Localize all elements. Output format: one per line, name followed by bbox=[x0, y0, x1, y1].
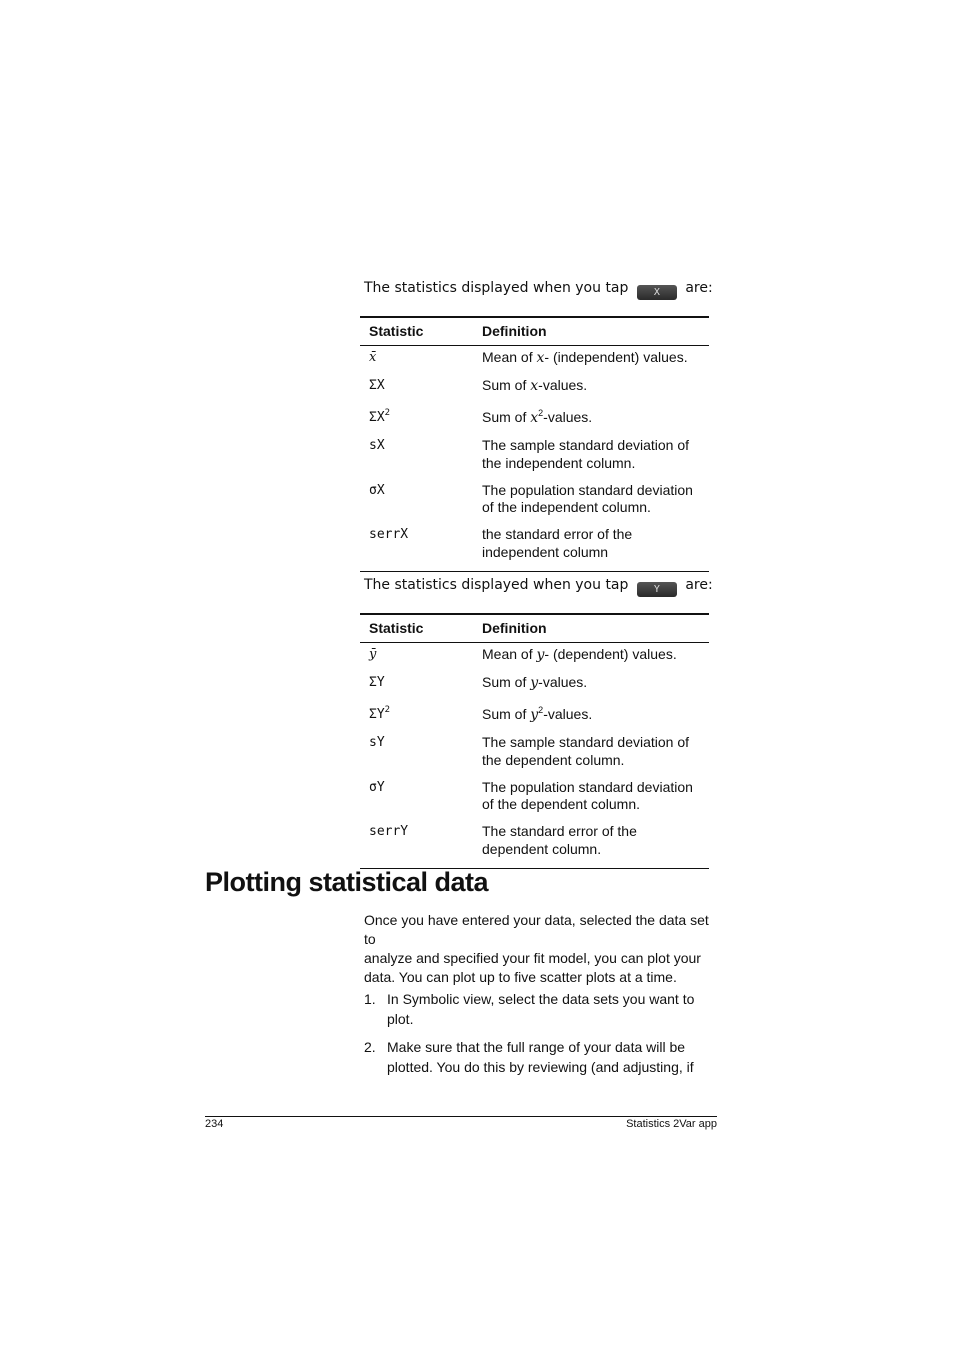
definition-column-header: Definition bbox=[473, 317, 709, 346]
statistic-symbol: sY bbox=[369, 735, 385, 750]
intro-y-text: The statistics displayed when you tap bbox=[364, 577, 629, 593]
statistic-symbol: ΣX bbox=[369, 378, 385, 393]
statistic-definition: Sum of y-values. bbox=[482, 674, 588, 691]
statistic-symbol: σX bbox=[369, 482, 385, 498]
statistic-definition: Mean of x- (independent) values. bbox=[482, 349, 688, 366]
table-row bbox=[360, 482, 709, 527]
body-paragraph: Once you have entered your data, selected the data set to analyze and specified your fit model, you can plot your data. You can plot up to five scatter plots at a time. bbox=[364, 912, 709, 985]
statistic-symbol: $\Sigma Y^2$ bbox=[369, 705, 391, 722]
statistic-definition: The sample standard deviation of the dependent column. bbox=[482, 734, 690, 768]
statistic-column-header: Statistic bbox=[360, 614, 473, 643]
table-header-row bbox=[360, 614, 709, 643]
y-key-button[interactable]: Y bbox=[637, 582, 677, 597]
step-text: In Symbolic view, select the data sets you want to plot. bbox=[387, 991, 695, 1027]
step-number: 1. bbox=[364, 991, 376, 1007]
table-row bbox=[360, 526, 709, 571]
statistic-definition: Mean of y- (dependent) values. bbox=[482, 646, 677, 663]
page-number: 234 bbox=[205, 1118, 224, 1130]
statistic-symbol: ΣY bbox=[369, 675, 385, 690]
table-row bbox=[360, 346, 709, 378]
step-text: Make sure that the full range of your data will be plotted. You do this by reviewing (and adjusting, if bbox=[387, 1039, 694, 1075]
statistic-definition: The population standard deviation of the independent column. bbox=[482, 481, 693, 515]
table-row bbox=[360, 437, 709, 482]
footer-divider bbox=[205, 1116, 717, 1117]
list-item bbox=[364, 990, 709, 1029]
statistic-definition: Sum of $y^2$-values. bbox=[482, 705, 593, 723]
x-statistics-table bbox=[360, 316, 709, 572]
statistic-symbol: serrY bbox=[369, 824, 409, 839]
statistic-definition: The sample standard deviation of the independent column. bbox=[482, 437, 690, 471]
statistic-symbol: sX bbox=[369, 438, 385, 453]
x-key-button[interactable]: X bbox=[637, 285, 677, 300]
table-row bbox=[360, 674, 709, 702]
table-row bbox=[360, 377, 709, 405]
statistic-definition: Sum of x-values. bbox=[482, 377, 588, 394]
table-row bbox=[360, 702, 709, 734]
table-header-row bbox=[360, 317, 709, 346]
list-item bbox=[364, 1038, 709, 1077]
statistic-symbol: ȳ bbox=[369, 647, 377, 662]
statistic-definition: the standard error of the independent column bbox=[482, 526, 633, 560]
statistic-definition: The population standard deviation of the dependent column. bbox=[482, 778, 693, 812]
statistic-column-header: Statistic bbox=[360, 317, 473, 346]
table-row bbox=[360, 823, 709, 868]
table-row bbox=[360, 779, 709, 824]
intro-x-line bbox=[364, 279, 713, 300]
table-row bbox=[360, 643, 709, 675]
statistic-definition: Sum of $x^2$-values. bbox=[482, 408, 593, 426]
statistic-definition: The standard error of the dependent column. bbox=[482, 823, 637, 857]
statistic-symbol: serrX bbox=[369, 527, 409, 542]
y-statistics-table bbox=[360, 613, 709, 869]
intro-x-text: The statistics displayed when you tap bbox=[364, 280, 629, 296]
statistic-symbol: $\Sigma X^2$ bbox=[369, 408, 391, 425]
intro-x-after: are: bbox=[685, 280, 713, 296]
intro-y-after: are: bbox=[685, 577, 713, 593]
statistic-symbol: σY bbox=[369, 779, 385, 795]
table-row bbox=[360, 405, 709, 437]
statistic-symbol: x̄ bbox=[369, 350, 377, 365]
section-heading: Plotting statistical data bbox=[205, 867, 489, 897]
running-footer-title: Statistics 2Var app bbox=[626, 1118, 717, 1130]
definition-column-header: Definition bbox=[473, 614, 709, 643]
intro-y-line bbox=[364, 576, 713, 597]
table-row bbox=[360, 734, 709, 779]
step-number: 2. bbox=[364, 1039, 376, 1055]
